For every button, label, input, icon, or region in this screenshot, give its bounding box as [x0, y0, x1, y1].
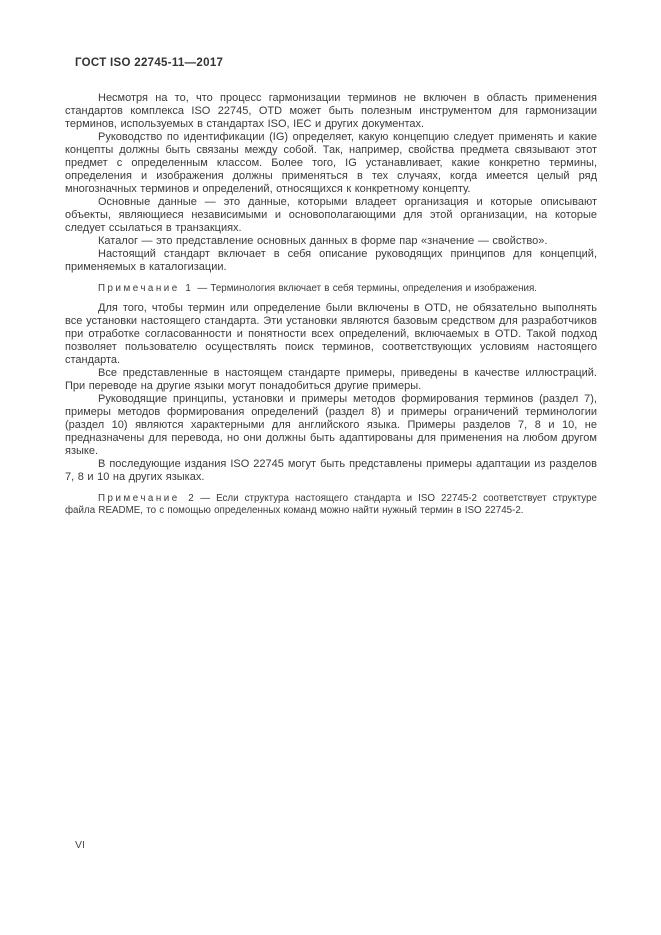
- paragraph: Руководство по идентификации (IG) определяет, какую концепцию следует применять и какие концепты должны быть связаны между собой. Так, например, свойства предмета связывают этот предмет с определенным классом. Более того, IG устанавливает, какие конкретно термины, определения и изображения должны применяться в тех случаях, когда имеется целый ряд многозначных терминов и определений, относящихся к конкретному концепту.: [65, 131, 597, 195]
- note-text: — Терминология включает в себя термины, определения и изображения.: [197, 283, 538, 294]
- page-number: VI: [75, 839, 85, 851]
- paragraph: Для того, чтобы термин или определение были включены в OTD, не обязательно выполнять все установки настоящего стандарта. Эти установки являются базовым средством для разработчиков при отработке согласованности и понятности всех определений, включаемых в OTD. Такой подход позволяет пользователю осуществлять поиск терминов, соответствующих условиям настоящего стандарта.: [65, 302, 597, 366]
- paragraph: В последующие издания ISO 22745 могут быть представлены примеры адаптации из разделов 7, 8 и 10 на других языках.: [65, 458, 597, 483]
- note-text: — Если структура настоящего стандарта и ISO 22745-2 соответствует структуре файла README, то с помощью определенных команд можно найти нужный термин в ISO 22745-2.: [65, 493, 597, 516]
- note: [65, 493, 597, 517]
- paragraph: Руководящие принципы, установки и примеры методов формирования терминов (раздел 7), примеры методов формирования определений (раздел 8) и примеры ограничений терминологии (раздел 10) являются характерными для английского языка. Примеры разделов 7, 8 и 10, не предназначены для перевода, но они должны быть адаптированы для применения на любом другом языке.: [65, 393, 597, 457]
- note: [65, 283, 597, 295]
- paragraph: Каталог — это представление основных данных в форме пар «значение — свойство».: [98, 235, 548, 247]
- paragraph: Несмотря на то, что процесс гармонизации терминов не включен в область применения стандартов комплекса ISO 22745, OTD может быть полезным инструментом для гармонизации терминов, используемых в стандартах ISO, IEC и других документах.: [65, 92, 597, 130]
- note-label: Примечание 1: [98, 283, 194, 294]
- running-header: ГОСТ ISO 22745-11—2017: [75, 57, 224, 69]
- paragraph: Основные данные — это данные, которыми владеет организация и которые описывают объекты, являющиеся независимыми и основополагающими для этой организации, на которые следует ссылаться в транзакциях.: [65, 196, 597, 234]
- paragraph: Все представленные в настоящем стандарте примеры, приведены в качестве иллюстраций. При переводе на другие языки могут понадобиться другие примеры.: [65, 367, 597, 392]
- note-label: Примечание 2: [98, 493, 197, 504]
- paragraph: Настоящий стандарт включает в себя описание руководящих принципов для концепций, применяемых в каталогизации.: [65, 248, 597, 273]
- text-block: [65, 57, 597, 524]
